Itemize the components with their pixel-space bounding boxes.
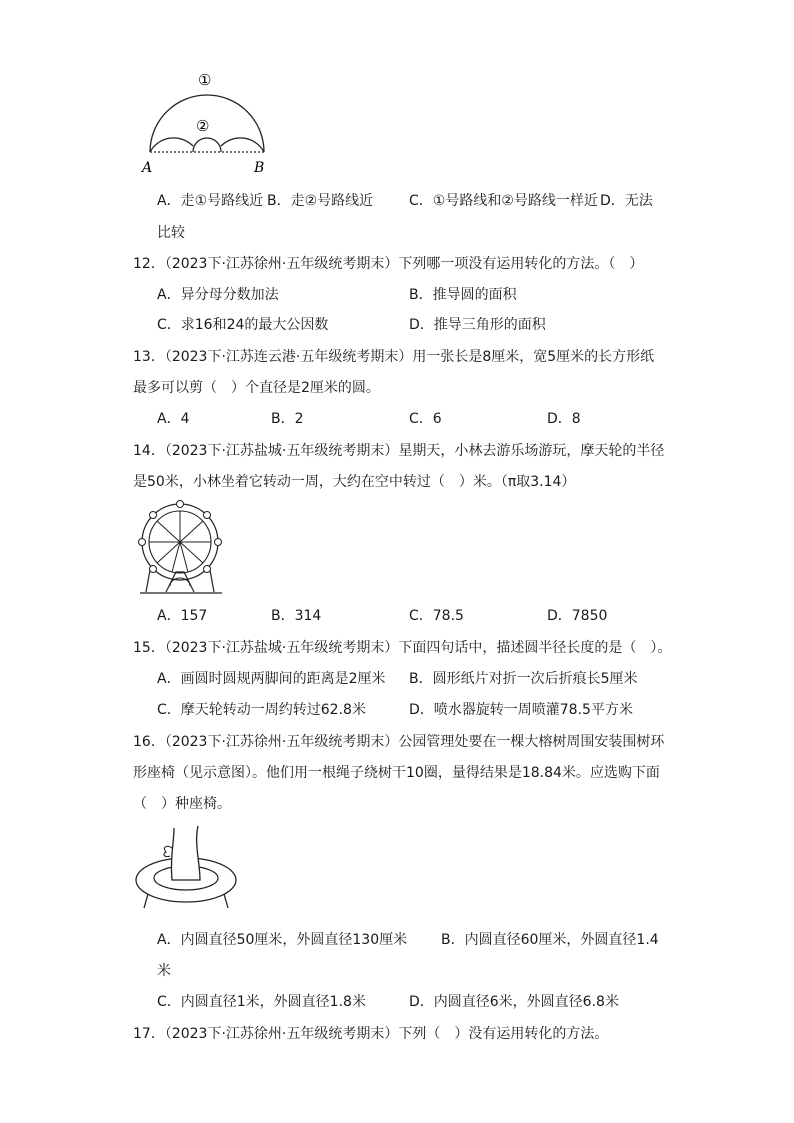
q12-option-b: B．推导圆的面积 — [409, 287, 517, 303]
q13-stem-line-2: 最多可以剪（ ）个直径是2厘米的圆。 — [133, 380, 380, 396]
route-diagram — [138, 66, 278, 178]
q13-option-b: B．2 — [271, 411, 304, 427]
wheel-leg-left — [146, 570, 150, 592]
route-2-arc-mid — [193, 138, 221, 152]
tree-ring-seat-figure — [132, 822, 244, 918]
q17-stem: 17．（2023下·江苏徐州·五年级统考期末）下列（ ）没有运用转化的方法。 — [133, 1026, 609, 1042]
q11-option-d: D．无法 — [600, 193, 653, 209]
q11-option-d-continued: 比较 — [157, 225, 185, 241]
q14-option-d: D．7850 — [547, 608, 608, 624]
q14-option-b: B．314 — [271, 608, 322, 624]
q16-option-a: A．内圆直径50厘米，外圆直径130厘米 — [157, 932, 408, 948]
q15-option-b: B．圆形纸片对折一次后折痕长5厘米 — [409, 671, 638, 687]
q13-option-d: D．8 — [547, 411, 581, 427]
route-2-label: ② — [196, 117, 210, 135]
q15-stem: 15．（2023下·江苏盐城·五年级统考期末）下面四句话中，描述圆半径长度的是（ ）。 — [133, 640, 672, 656]
q14-stem-line-2: 是50米，小林坐着它转动一周，大约在空中转过（ ）米。（π取3.14） — [133, 474, 576, 490]
q14-option-c: C．78.5 — [409, 608, 464, 624]
q12-option-a: A．异分母分数加法 — [157, 287, 279, 303]
q12-option-d: D．推导三角形的面积 — [409, 317, 546, 333]
q15-option-d: D．喷水器旋转一周喷灌78.5平方米 — [409, 702, 633, 718]
q13-option-c: C．6 — [409, 411, 442, 427]
q15-option-a: A．画圆时圆规两脚间的距离是2厘米 — [157, 671, 386, 687]
q14-option-a: A．157 — [157, 608, 208, 624]
q16-option-b: B．内圆直径60厘米，外圆直径1.4 — [441, 932, 659, 948]
q16-stem-line-3: （ ）种座椅。 — [133, 796, 231, 812]
q11-option-a: A．走①号路线近 — [157, 193, 264, 209]
q16-option-c: C．内圆直径1米，外圆直径1.8米 — [157, 994, 366, 1010]
q16-stem-line-2: 形座椅（见示意图）。他们用一根绳子绕树干10圈，量得结果是18.84米。应选购下面 — [133, 765, 660, 781]
tree-branch-stub — [164, 846, 172, 856]
q11-option-b: B．走②号路线近 — [267, 193, 374, 209]
q14-stem-line-1: 14．（2023下·江苏盐城·五年级统考期末）星期天，小林去游乐场游玩，摩天轮的半径 — [133, 443, 665, 459]
q12-stem: 12．（2023下·江苏徐州·五年级统考期末）下列哪一项没有运用转化的方法。（ ） — [133, 256, 644, 272]
q13-option-a: A．4 — [157, 411, 190, 427]
tree-trunk — [171, 826, 200, 880]
route-1-label: ① — [198, 71, 212, 89]
q16-option-b-continued: 米 — [157, 963, 171, 979]
wheel-leg-right — [210, 570, 214, 592]
ferris-wheel-figure — [132, 500, 232, 598]
seat-leg-right — [224, 894, 228, 908]
q16-stem-line-1: 16．（2023下·江苏徐州·五年级统考期末）公园管理处要在一棵大榕树周围安装围树环 — [133, 734, 665, 750]
q12-option-c: C．求16和24的最大公因数 — [157, 317, 329, 333]
q11-option-c: C．①号路线和②号路线一样近 — [409, 193, 598, 209]
wheel-support-frame — [166, 572, 194, 592]
seat-leg-left — [144, 894, 148, 908]
route-2-arc-left — [150, 138, 193, 152]
route-2-arc-right — [221, 138, 264, 152]
q15-option-c: C．摩天轮转动一周约转过62.8米 — [157, 702, 366, 718]
q13-stem-line-1: 13．（2023下·江苏连云港·五年级统考期末）用一张长是8厘米，宽5厘米的长方形纸 — [133, 349, 655, 365]
point-a-label: A — [142, 160, 153, 176]
q16-option-d: D．内圆直径6米，外圆直径6.8米 — [409, 994, 619, 1010]
point-b-label: B — [254, 160, 265, 176]
